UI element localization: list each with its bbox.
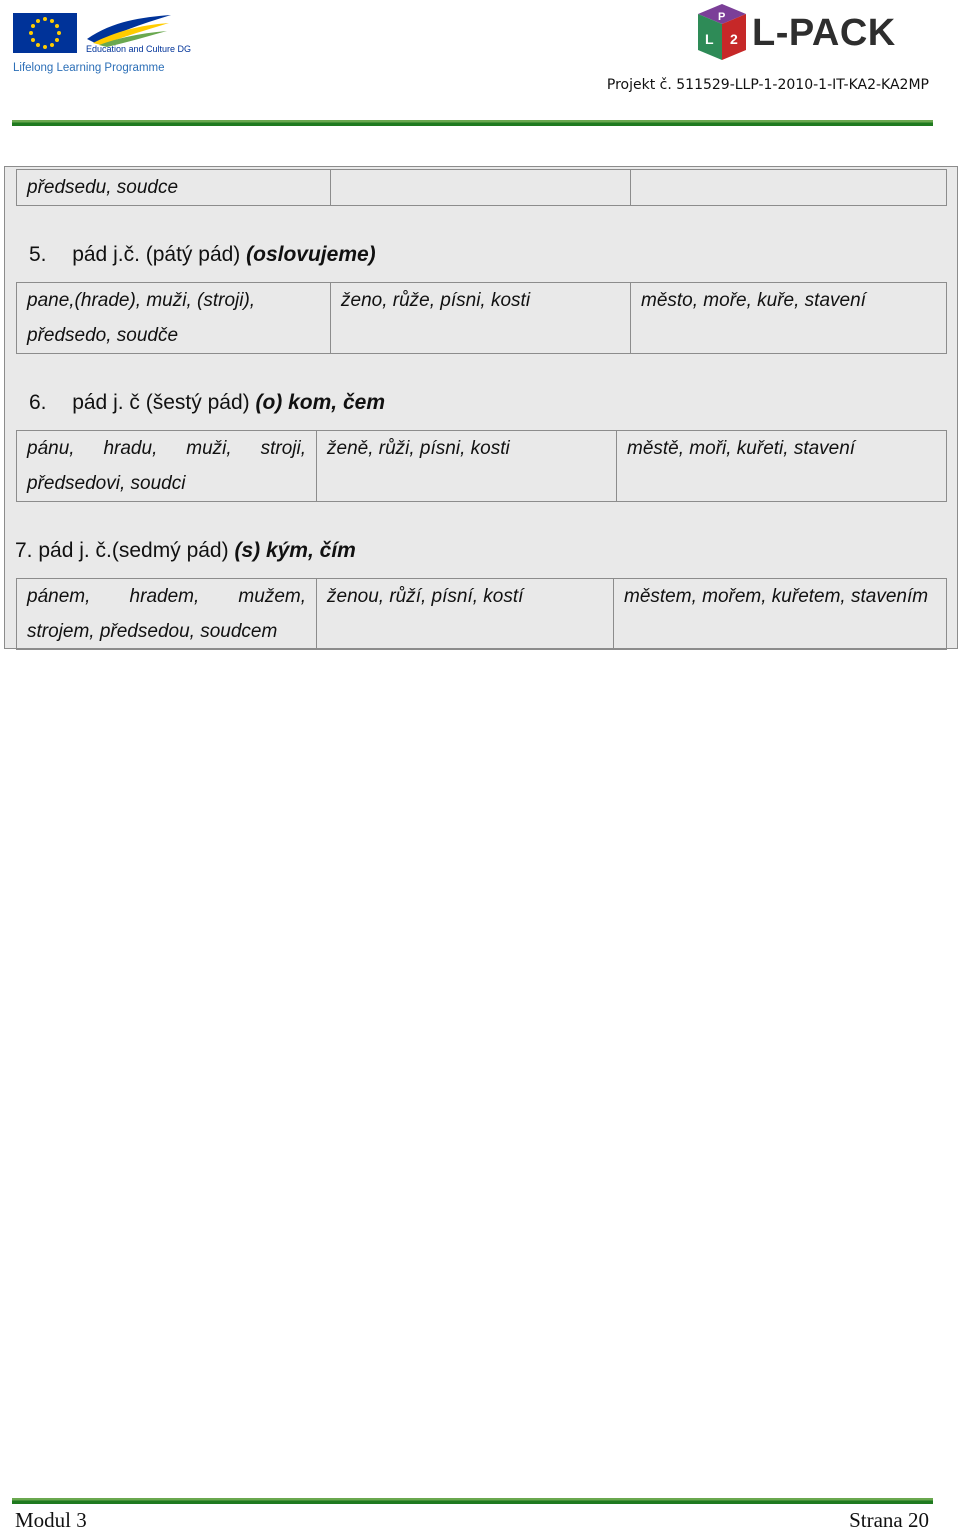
eu-flag-icon [13,13,77,53]
cell-case7-2: ženou, růží, písní, kostí [317,579,614,650]
case6-number: 6. [29,391,47,414]
footer-page-number: Strana 20 [849,1508,929,1532]
cell-case5-1: pane,(hrade), muži, (stroji), předsedo, soudče [17,283,331,354]
cell-case5-2: ženo, růže, písni, kosti [331,283,631,354]
declension-panel [4,166,958,649]
table-row-top [16,169,947,206]
case5-heading [29,243,376,267]
llp-swoosh-icon [87,15,171,47]
cell-case6-3: městě, moři, kuřeti, stavení [617,431,947,502]
table-row [17,170,947,206]
eu-lifelong-learning-logo [13,13,193,77]
programme-name: Lifelong Learning Programme [13,62,165,74]
table-case7 [16,578,947,650]
cell-top-1: předsedu, soudce [17,170,331,206]
case6-question: (o) kom, čem [255,391,385,414]
cell-top-2 [331,170,631,206]
eu-caption: Education and Culture DG [86,44,192,54]
table-row [17,283,947,354]
project-number: Projekt č. 511529-LLP-1-2010-1-IT-KA2-KA2MP [606,77,929,93]
cube-letter-2: 2 [730,31,738,47]
lpack-title: L-PACK [752,12,896,54]
case5-label: pád j.č. (pátý pád) [72,243,241,266]
cell-case7-3: městem, mořem, kuřetem, stavením [614,579,947,650]
cell-case5-3: město, moře, kuře, stavení [631,283,947,354]
case6-heading [29,391,385,415]
cell-case6-2: ženě, růži, písni, kosti [317,431,617,502]
table-row [17,579,947,650]
table-case5 [16,282,947,354]
case7-question: (s) kým, čím [234,539,356,562]
footer-module: Modul 3 [15,1508,87,1532]
case5-number: 5. [29,243,47,266]
case7-heading [15,539,356,563]
table-case6 [16,430,947,502]
case7-label: 7. pád j. č.(sedmý pád) [15,539,229,562]
cell-case7-1: pánem, hradem, mužem, strojem, předsedou, soudcem [17,579,317,650]
cube-letter-l: L [705,31,714,47]
cell-case6-1: pánu, hradu, muži, stroji, předsedovi, soudci [17,431,317,502]
footer-rule [12,1498,933,1504]
cell-top-3 [631,170,947,206]
case6-label: pád j. č (šestý pád) [72,391,250,414]
case5-question: (oslovujeme) [246,243,376,266]
table-row [17,431,947,502]
header-rule [12,120,933,126]
cube-letter-p: P [718,11,726,23]
